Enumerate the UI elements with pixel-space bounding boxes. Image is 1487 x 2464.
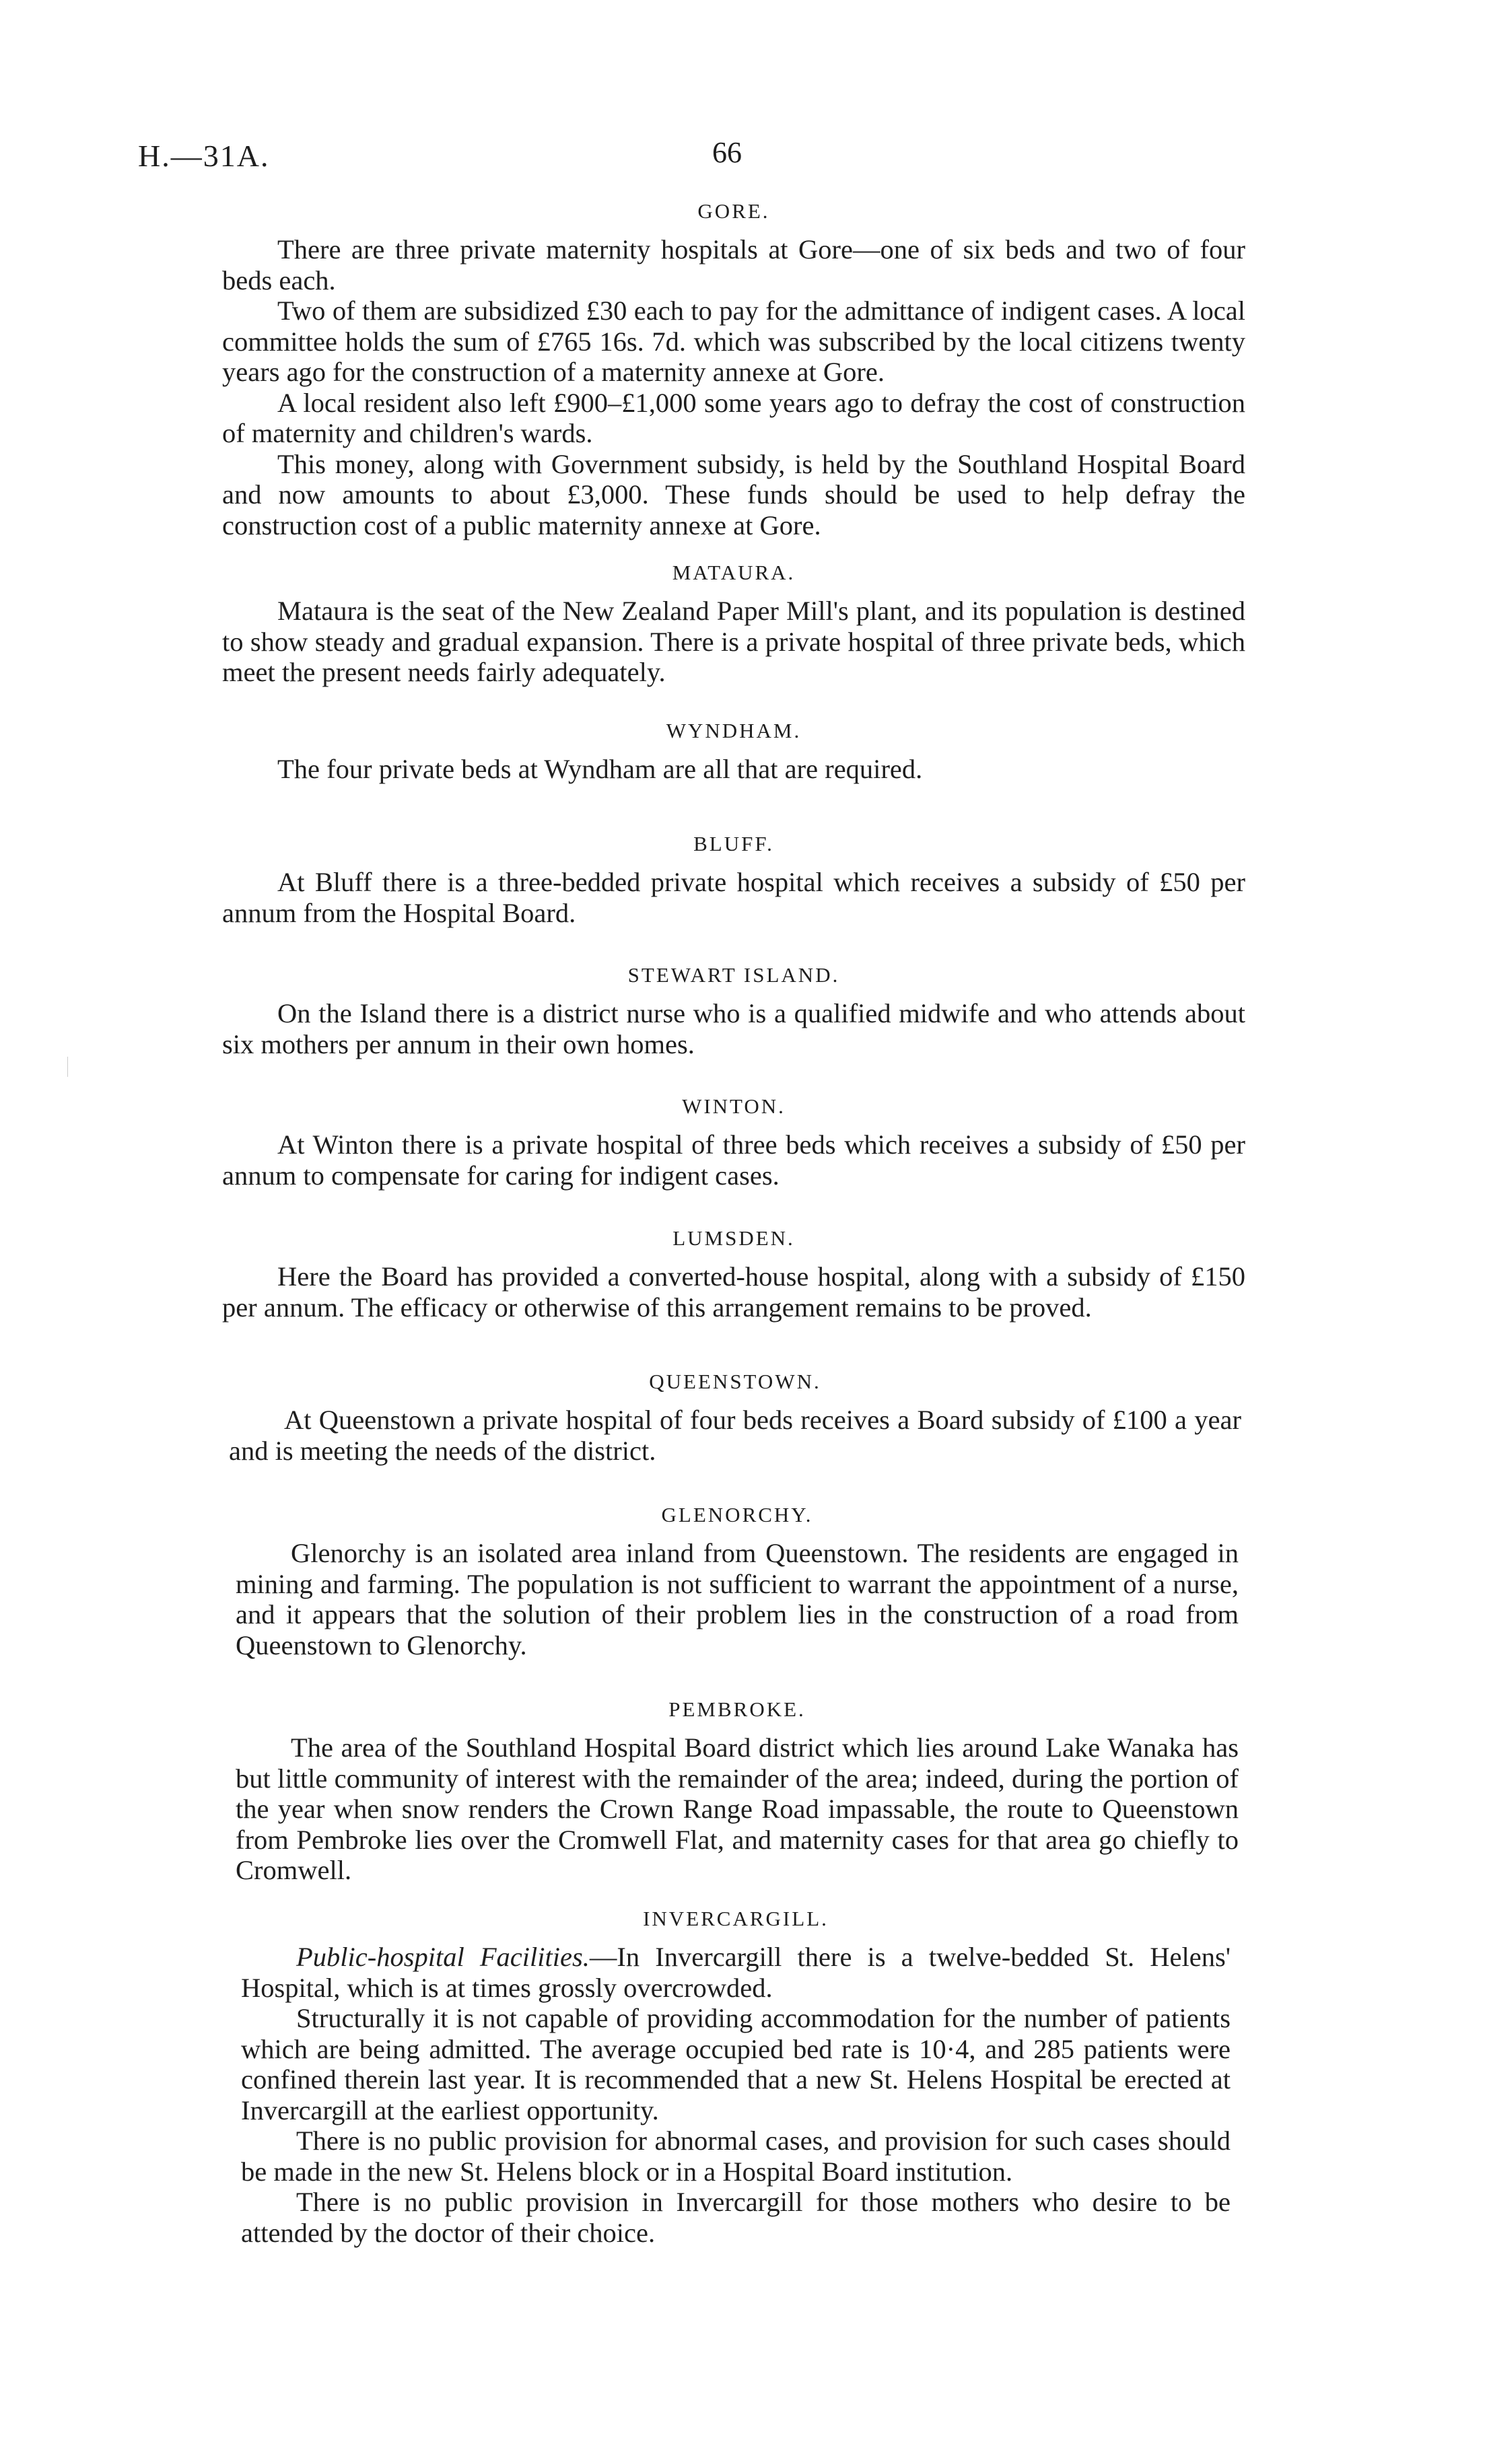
paragraph: There are three private maternity hospitals at Gore—one of six beds and two of four beds each. <box>222 234 1245 295</box>
paragraph: There is no public provision in Invercargill for those mothers who desire to be attended by the doctor of their choice. <box>241 2187 1231 2248</box>
section-queenstown <box>229 1370 1241 1466</box>
paragraph: Structurally it is not capable of providing accommodation for the number of patients which are being admitted. The average occupied bed rate is 10·4, and 285 patients were confined therein last year. It is recommended that a new St. Helens Hospital be erected at Invercargill at the earliest opportunity. <box>241 2003 1231 2125</box>
section-heading: MATAURA. <box>672 561 796 584</box>
section-heading: STEWART ISLAND. <box>627 963 840 987</box>
paragraph: At Queenstown a private hospital of four beds receives a Board subsidy of £100 a year and is meeting the needs of the district. <box>229 1405 1241 1466</box>
paragraph: Two of them are subsidized £30 each to pay for the admittance of indigent cases. A local committee holds the sum of £765 16s. 7d. which was subscribed by the local citizens twenty years ago for the construction of a maternity annexe at Gore. <box>222 295 1245 387</box>
section-heading: INVERCARGILL. <box>643 1907 829 1930</box>
paragraph: On the Island there is a district nurse who is a qualified midwife and who attends about six mothers per annum in their own homes. <box>222 998 1245 1059</box>
section-heading: BLUFF. <box>693 832 774 855</box>
page-number: 66 <box>712 136 742 169</box>
paragraph: The four private beds at Wyndham are all that are required. <box>277 754 923 784</box>
paragraph: There is no public provision for abnormal cases, and provision for such cases should be made in the new St. Helens block or in a Hospital Board institution. <box>241 2125 1231 2187</box>
section-bluff <box>222 832 1245 928</box>
paragraph <box>241 1942 1231 2003</box>
section-heading: QUEENSTOWN. <box>649 1370 821 1393</box>
section-pembroke <box>236 1697 1239 1886</box>
section-heading: GLENORCHY. <box>661 1503 813 1526</box>
paragraph: Glenorchy is an isolated area inland from Queenstown. The residents are engaged in mining and farming. The population is not sufficient to warrant the appointment of a nurse, and it appears that the solution of their problem lies in the construction of a road from Queenstown to Glenorchy. <box>236 1538 1239 1660</box>
section-lumsden <box>222 1226 1245 1323</box>
margin-mark <box>67 1057 68 1077</box>
paragraph: A local resident also left £900–£1,000 some years ago to defray the cost of construction of maternity and children's wards. <box>222 387 1245 448</box>
section-heading: WYNDHAM. <box>666 719 802 742</box>
paragraph: Mataura is the seat of the New Zealand Paper Mill's plant, and its population is destined to show steady and gradual expansion. There is a private hospital of three private beds, which meet the present needs fairly adequately. <box>222 596 1245 687</box>
paragraph-text: —In Invercargill there is a twelve-bedded St. Helens' Hospital, which is at times grossly overcrowded. <box>241 1942 1231 2003</box>
section-heading: WINTON. <box>682 1094 786 1118</box>
section-heading: LUMSDEN. <box>672 1226 795 1250</box>
paragraph: At Winton there is a private hospital of three beds which receives a subsidy of £50 per annum to compensate for caring for indigent cases. <box>222 1129 1245 1191</box>
section-heading: GORE. <box>697 199 770 223</box>
section-heading: PEMBROKE. <box>668 1697 806 1721</box>
section-mataura <box>222 561 1245 688</box>
section-glenorchy <box>236 1503 1239 1660</box>
paragraph: The area of the Southland Hospital Board district which lies around Lake Wanaka has but little community of interest with the remainder of the area; indeed, during the portion of the year when snow renders the Crown Range Road impassable, the route to Queenstown from Pembroke lies over the Cromwell Flat, and maternity cases for that area go chiefly to Cromwell. <box>236 1732 1239 1885</box>
paragraph: At Bluff there is a three-bedded private hospital which receives a subsidy of £50 per annum from the Hospital Board. <box>222 867 1245 928</box>
section-invercargill <box>241 1907 1231 2248</box>
paragraph: This money, along with Government subsidy, is held by the Southland Hospital Board and now amounts to about £3,000. These funds should be used to help defray the construction cost of a public maternity annexe at Gore. <box>222 448 1245 540</box>
section-wyndham <box>222 719 1245 785</box>
section-gore <box>222 199 1245 540</box>
report-reference: H.—31A. <box>138 139 270 173</box>
section-stewart-island <box>222 963 1245 1059</box>
paragraph: Here the Board has provided a converted-house hospital, along with a subsidy of £150 per annum. The efficacy or otherwise of this arrangement remains to be proved. <box>222 1261 1245 1323</box>
section-winton <box>222 1094 1245 1191</box>
paragraph-lead: Public-hospital Facilities. <box>296 1942 590 1972</box>
